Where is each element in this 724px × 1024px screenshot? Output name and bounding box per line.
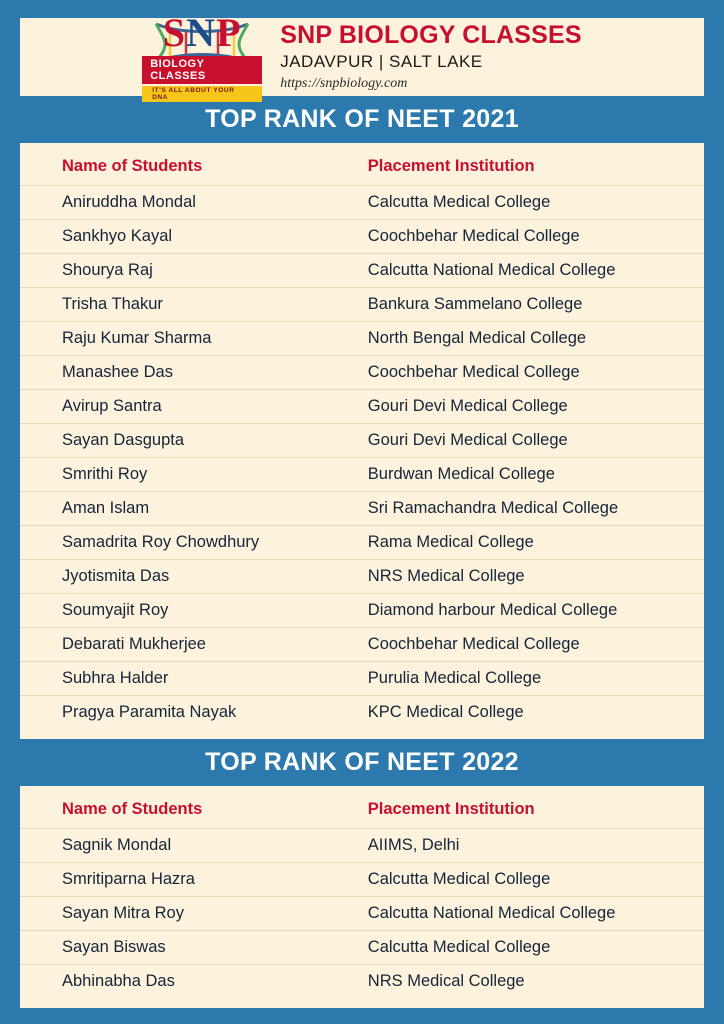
cell-institution: Sri Ramachandra Medical College xyxy=(367,499,619,517)
brand-block xyxy=(280,22,582,92)
table-row xyxy=(20,931,704,965)
column-header-institution: Placement Institution xyxy=(367,157,535,175)
table-row xyxy=(20,829,704,863)
column-header-institution: Placement Institution xyxy=(367,800,535,818)
cell-institution: Coochbehar Medical College xyxy=(367,635,580,653)
cell-institution: NRS Medical College xyxy=(367,972,525,990)
table-row xyxy=(20,390,704,424)
cell-institution: Calcutta Medical College xyxy=(367,938,551,956)
table-header-row xyxy=(20,149,704,186)
table-row xyxy=(20,696,704,730)
cell-institution: Burdwan Medical College xyxy=(367,465,555,483)
cell-institution: Gouri Devi Medical College xyxy=(367,397,568,415)
table-row xyxy=(20,220,704,254)
cell-institution: Calcutta National Medical College xyxy=(367,904,616,922)
cell-student-name: Avirup Santra xyxy=(62,397,162,415)
logo-tagline: IT'S ALL ABOUT YOUR DNA xyxy=(142,86,262,102)
cell-institution: AIIMS, Delhi xyxy=(367,836,460,854)
cell-student-name: Pragya Paramita Nayak xyxy=(62,703,237,721)
column-header-name: Name of Students xyxy=(62,800,203,818)
table-header-row xyxy=(20,792,704,829)
table-row xyxy=(20,628,704,662)
cell-student-name: Sankhyo Kayal xyxy=(62,227,173,245)
table-row xyxy=(20,424,704,458)
cell-institution: Coochbehar Medical College xyxy=(367,363,580,381)
cell-student-name: Debarati Mukherjee xyxy=(62,635,206,653)
cell-institution: Calcutta National Medical College xyxy=(367,261,616,279)
cell-institution: Gouri Devi Medical College xyxy=(367,431,568,449)
brand-subtitle: JADAVPUR | SALT LAKE xyxy=(280,51,483,71)
cell-student-name: Smritiparna Hazra xyxy=(62,870,195,888)
table-row xyxy=(20,254,704,288)
cell-student-name: Raju Kumar Sharma xyxy=(62,329,212,347)
table-row xyxy=(20,322,704,356)
cell-student-name: Jyotismita Das xyxy=(62,567,170,585)
cell-student-name: Shourya Raj xyxy=(62,261,153,279)
cell-institution: North Bengal Medical College xyxy=(367,329,587,347)
cell-institution: Calcutta Medical College xyxy=(367,870,551,888)
results-table-2021 xyxy=(20,149,704,729)
section-title-neet-2021: TOP RANK OF NEET 2021 xyxy=(205,105,519,133)
cell-student-name: Sayan Mitra Roy xyxy=(62,904,184,922)
cell-student-name: Samadrita Roy Chowdhury xyxy=(62,533,260,551)
table-row xyxy=(20,897,704,931)
cell-student-name: Manashee Das xyxy=(62,363,173,381)
table-row xyxy=(20,863,704,897)
cell-student-name: Aman Islam xyxy=(62,499,150,517)
cell-institution: Coochbehar Medical College xyxy=(367,227,580,245)
table-row xyxy=(20,965,704,999)
cell-institution: Rama Medical College xyxy=(367,533,534,551)
cell-student-name: Trisha Thakur xyxy=(62,295,163,313)
table-row xyxy=(20,560,704,594)
brand-title: SNP BIOLOGY CLASSES xyxy=(280,21,582,50)
logo-bar-text: BIOLOGY CLASSES xyxy=(142,56,262,84)
table-row xyxy=(20,526,704,560)
cell-student-name: Abhinabha Das xyxy=(62,972,175,990)
table-card-neet-2021 xyxy=(20,143,704,739)
table-row xyxy=(20,594,704,628)
table-row xyxy=(20,458,704,492)
table-row xyxy=(20,288,704,322)
cell-student-name: Aniruddha Mondal xyxy=(62,193,196,211)
header-card xyxy=(20,9,704,101)
cell-student-name: Smrithi Roy xyxy=(62,465,148,483)
column-header-name: Name of Students xyxy=(62,157,203,175)
cell-student-name: Sagnik Mondal xyxy=(62,836,172,854)
cell-institution: Bankura Sammelano College xyxy=(367,295,583,313)
cell-student-name: Soumyajit Roy xyxy=(62,601,169,619)
results-table-2022 xyxy=(20,792,704,998)
cell-institution: NRS Medical College xyxy=(367,567,525,585)
table-row xyxy=(20,186,704,220)
section-title-neet-2022: TOP RANK OF NEET 2022 xyxy=(205,748,519,776)
cell-student-name: Sayan Biswas xyxy=(62,938,166,956)
table-card-neet-2022 xyxy=(20,786,704,1008)
cell-institution: Diamond harbour Medical College xyxy=(367,601,618,619)
logo-mark: SNP xyxy=(162,9,242,55)
cell-student-name: Sayan Dasgupta xyxy=(62,431,185,449)
table-row xyxy=(20,356,704,390)
table-row xyxy=(20,492,704,526)
cell-institution: Purulia Medical College xyxy=(367,669,542,687)
logo xyxy=(142,9,262,101)
cell-institution: KPC Medical College xyxy=(367,703,524,721)
brand-website: https://snpbiology.com xyxy=(280,75,408,91)
cell-institution: Calcutta Medical College xyxy=(367,193,551,211)
cell-student-name: Subhra Halder xyxy=(62,669,169,687)
table-row xyxy=(20,662,704,696)
